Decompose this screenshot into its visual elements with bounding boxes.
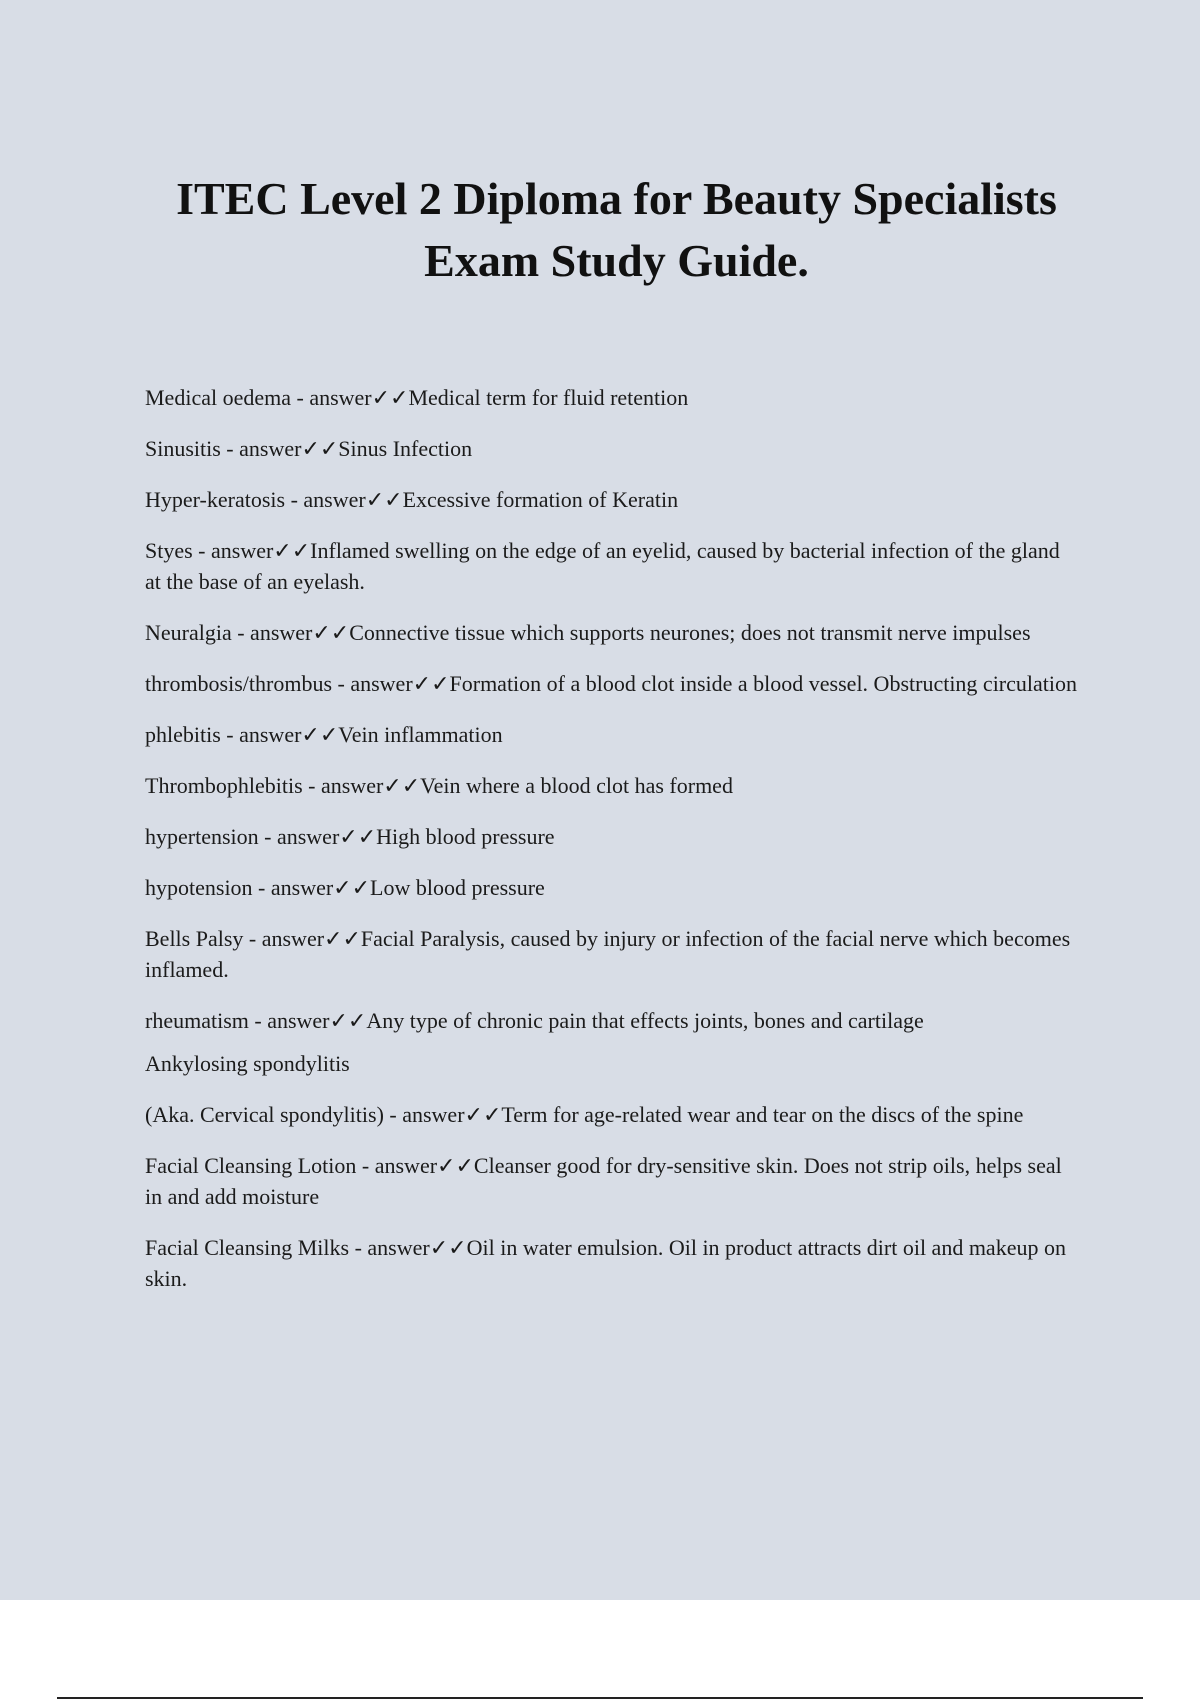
footer-divider xyxy=(57,1697,1143,1699)
entry-rheumatism: rheumatism - answer✓✓Any type of chronic pain that effects joints, bones and cartilage xyxy=(145,1008,924,1033)
entry-medical-oedema: Medical oedema - answer✓✓Medical term for fluid retention xyxy=(145,385,689,410)
study-guide-entries xyxy=(145,382,1080,1314)
title-line: Exam Study Guide. xyxy=(424,235,809,286)
entry-hypotension: hypotension - answer✓✓Low blood pressure xyxy=(145,875,545,900)
document-title xyxy=(120,168,1113,292)
entry-styes: Styes - answer✓✓Inflamed swelling on the edge of an eyelid, caused by bacterial infection of the gland at the base of an eyelash. xyxy=(145,538,1060,594)
entry-hypertension: hypertension - answer✓✓High blood pressure xyxy=(145,824,555,849)
entry-ankylosing-spondylitis: Ankylosing spondylitis xyxy=(145,1051,350,1076)
entry-sinusitis: Sinusitis - answer✓✓Sinus Infection xyxy=(145,436,473,461)
entry-facial-cleansing-lotion: Facial Cleansing Lotion - answer✓✓Cleanser good for dry-sensitive skin. Does not strip oils, helps seal in and add moisture xyxy=(145,1153,1062,1209)
entry-thrombosis: thrombosis/thrombus - answer✓✓Formation of a blood clot inside a blood vessel. Obstructing circulation xyxy=(145,671,1078,696)
entry-hyper-keratosis: Hyper-keratosis - answer✓✓Excessive formation of Keratin xyxy=(145,487,679,512)
entry-cervical-spondylitis: (Aka. Cervical spondylitis) - answer✓✓Term for age-related wear and tear on the discs of the spine xyxy=(145,1102,1024,1127)
entry-phlebitis: phlebitis - answer✓✓Vein inflammation xyxy=(145,722,503,747)
title-line: ITEC Level 2 Diploma for Beauty Specialists xyxy=(176,173,1057,224)
entry-facial-cleansing-milks: Facial Cleansing Milks - answer✓✓Oil in water emulsion. Oil in product attracts dirt oil and makeup on skin. xyxy=(145,1235,1066,1291)
entry-neuralgia: Neuralgia - answer✓✓Connective tissue which supports neurones; does not transmit nerve impulses xyxy=(145,620,1031,645)
entry-bells-palsy: Bells Palsy - answer✓✓Facial Paralysis, caused by injury or infection of the facial nerve which becomes inflamed. xyxy=(145,926,1071,982)
entry-thrombophlebitis: Thrombophlebitis - answer✓✓Vein where a blood clot has formed xyxy=(145,773,733,798)
